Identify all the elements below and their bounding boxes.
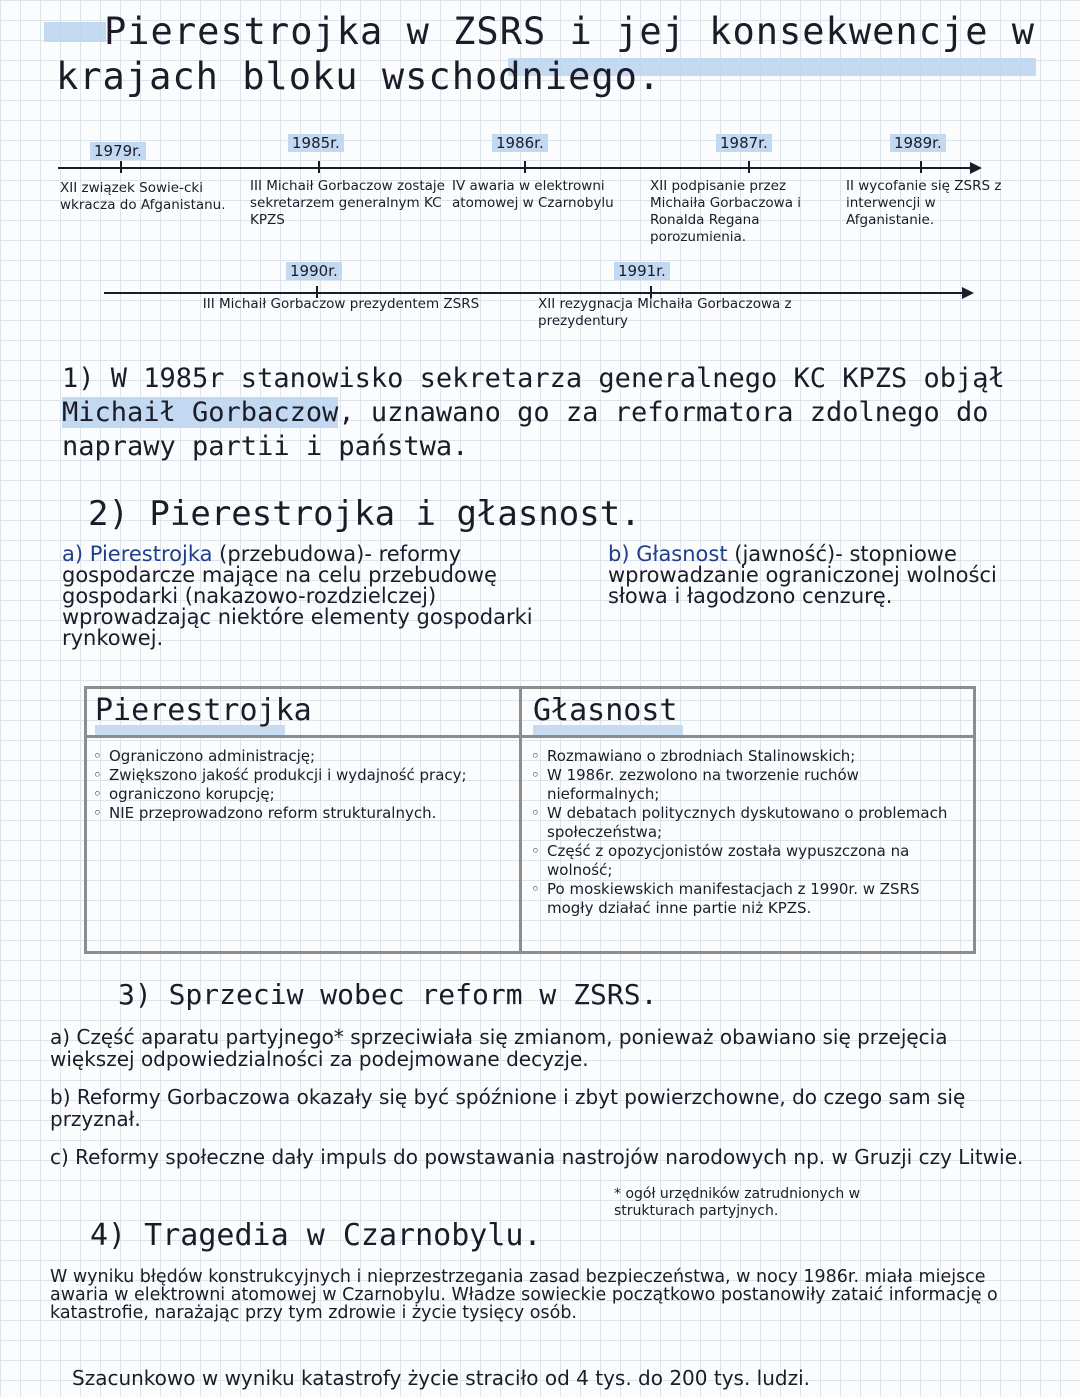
definition-glasnost xyxy=(608,544,1018,607)
list-item: ◦ Zwiększono jakość produkcji i wydajność pracy; xyxy=(93,766,507,785)
definition-text: (jawność)- stopniowe wprowadzanie ograniczonej wolności słowa i łagodzono cenzurę. xyxy=(608,542,997,608)
list-item: ◦ Po moskiewskich manifestacjach z 1990r. w ZSRS mogły działać inne partie niż KPZS. xyxy=(531,880,965,918)
timeline-bottom-line xyxy=(104,292,966,294)
section-1-name-highlight: Michaił Gorbaczow xyxy=(62,397,339,428)
timeline-tick xyxy=(318,161,320,173)
timeline-year: 1986r. xyxy=(492,134,548,152)
table-column-divider xyxy=(519,689,522,951)
timeline-event: XII rezygnacja Michaiła Gorbaczowa z prezydentury xyxy=(538,296,792,329)
timeline-tick xyxy=(120,161,122,173)
section-2-heading: 2) Pierestrojka i głasnost. xyxy=(88,494,641,534)
list-item: ◦ Ograniczono administrację; xyxy=(93,747,507,766)
footnote: * ogół urzędników zatrudnionych w strukturach partyjnych. xyxy=(614,1186,861,1219)
section-3-point-b: b) Reformy Gorbaczowa okazały się być spóźnione i zbyt powierzchowne, do czego sam się przyznał. xyxy=(50,1085,966,1131)
definition-term: b) Głasnost xyxy=(608,542,728,566)
timeline-event: IV awaria w elektrowni atomowej w Czarnobylu xyxy=(452,178,614,211)
page-title-line2: krajach bloku wschodniego. xyxy=(56,55,662,98)
section-3-heading: 3) Sprzeciw wobec reform w ZSRS. xyxy=(118,978,658,1011)
table-header-glasnost: Głasnost xyxy=(533,693,678,728)
section-1-paragraph xyxy=(62,362,1032,464)
table-header-divider xyxy=(87,735,973,738)
timeline-year: 1989r. xyxy=(890,134,946,152)
timeline-year: 1985r. xyxy=(288,134,344,152)
definition-pierestrojka xyxy=(62,544,562,649)
timeline-year: 1991r. xyxy=(614,262,670,280)
timeline-tick xyxy=(748,161,750,173)
section-3-point-c: c) Reformy społeczne dały impuls do powstawania nastrojów narodowych np. w Gruzji czy Litwie. xyxy=(50,1145,1024,1169)
definition-term: a) Pierestrojka xyxy=(62,542,213,566)
glasnost-list xyxy=(531,747,965,918)
timeline-top-arrow-icon xyxy=(970,162,982,174)
section-4-text: W wyniku błędów konstrukcyjnych i nieprzestrzegania zasad bezpieczeństwa, w nocy 1986r. miała miejsce awaria w elektrowni atomowej w Czarnobylu. Władze sowieckie początkowo postanowiły zataić informację o katastrofie, narażając przy tym zdrowie i życie tysięcy osób. xyxy=(50,1267,998,1323)
section-4-conclusion: Szacunkowo w wyniku katastrofy życie straciło od 4 tys. do 200 tys. ludzi. xyxy=(72,1366,811,1390)
list-item: ◦ W debatach politycznych dyskutowano o problemach społeczeństwa; xyxy=(531,804,965,842)
timeline-event: III Michaił Gorbaczow zostaje sekretarzem generalnym KC KPZS xyxy=(250,178,445,228)
title-highlight-left xyxy=(44,22,106,42)
timeline-event: XII związek Sowie-cki wkracza do Afganistanu. xyxy=(60,180,226,213)
timeline-tick xyxy=(920,161,922,173)
page-title-line1: Pierestrojka w ZSRS i jej konsekwencje w xyxy=(104,10,1036,53)
timeline-year: 1987r. xyxy=(716,134,772,152)
list-item: ◦ ograniczono korupcję; xyxy=(93,785,507,804)
timeline-year: 1990r. xyxy=(286,262,342,280)
section-1-suffix: , uznawano go za reformatora zdolnego do naprawy partii i państwa. xyxy=(62,397,989,462)
section-3-point-a: a) Część aparatu partyjnego* sprzeciwiała się zmianom, ponieważ obawiano się przejęcia większej odpowiedzialności za podejmowane decyzje. xyxy=(50,1025,948,1071)
list-item: ◦ NIE przeprowadzono reform strukturalnych. xyxy=(93,804,507,823)
list-item: ◦ Część z opozycjonistów została wypuszczona na wolność; xyxy=(531,842,965,880)
comparison-table xyxy=(84,686,976,954)
pierestrojka-list xyxy=(93,747,507,823)
timeline-event: III Michaił Gorbaczow prezydentem ZSRS xyxy=(202,296,480,312)
timeline-tick xyxy=(524,161,526,173)
table-header-pierestrojka: Pierestrojka xyxy=(95,693,312,728)
section-4-heading: 4) Tragedia w Czarnobylu. xyxy=(90,1218,542,1253)
timeline-event: II wycofanie się ZSRS z interwencji w Afganistanie. xyxy=(846,178,1002,228)
timeline-bottom-arrow-icon xyxy=(962,287,974,299)
list-item: ◦ W 1986r. zezwolono na tworzenie ruchów nieformalnych; xyxy=(531,766,965,804)
timeline-year: 1979r. xyxy=(90,142,146,160)
definition-text: (przebudowa)- reformy gospodarcze mające na celu przebudowę gospodarki (nakazowo-rozdzielczej) wprowadzając niektóre elementy gospodarki rynkowej. xyxy=(62,542,533,650)
list-item: ◦ Rozmawiano o zbrodniach Stalinowskich; xyxy=(531,747,965,766)
timeline-event: XII podpisanie przez Michaiła Gorbaczowa i Ronalda Regana porozumienia. xyxy=(650,178,802,245)
timeline-top-line xyxy=(58,167,974,169)
section-1-prefix: 1) W 1985r stanowisko sekretarza generalnego KC KPZS objął xyxy=(62,363,1005,394)
